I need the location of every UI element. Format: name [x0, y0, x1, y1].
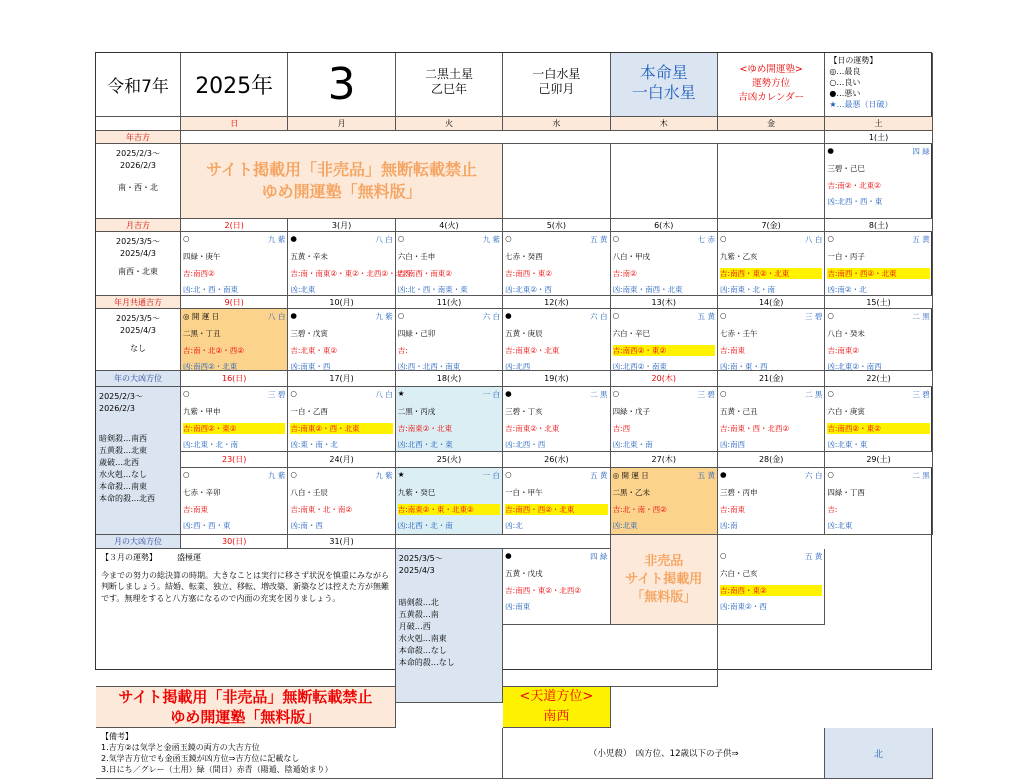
- day-number: 4(火): [396, 219, 503, 232]
- day-kyo: 凶:南・西: [290, 521, 323, 530]
- day-number: 5(水): [503, 219, 610, 232]
- day-mark: ○: [290, 389, 297, 398]
- day-number: 21(金): [718, 371, 825, 387]
- day-star: 三 碧: [268, 390, 286, 399]
- watermark-text: サイト掲載用: [625, 571, 703, 587]
- day-number: 25(火): [396, 452, 503, 468]
- daikyo-list: 暗剣殺…南西 五黄殺…北東 歳破…北西 水火剋…なし 本命殺…南東 本命的殺…北西: [99, 434, 155, 503]
- day-mark: ○: [719, 389, 727, 398]
- day-number: 19(水): [503, 371, 610, 387]
- day-kanshi: 八白・甲戌: [612, 252, 651, 261]
- day-mark: ○: [719, 234, 727, 243]
- day-cell[interactable]: [181, 387, 288, 452]
- day-mark: ◎ 開 運 日: [612, 471, 649, 480]
- day-kanshi: 六白・庚寅: [827, 407, 865, 416]
- day-star: 五 黄: [697, 471, 715, 480]
- day-cell[interactable]: [611, 468, 718, 535]
- day-kanshi: 二黒・丁丑: [183, 329, 221, 338]
- day-star: 四 緑: [912, 147, 930, 156]
- watermark-text: サイト掲載用「非売品」無断転載禁止: [118, 688, 373, 706]
- day-number: 11(火): [396, 296, 503, 309]
- day-kanshi: 五黄・戊戌: [505, 569, 543, 578]
- day-kichi: 吉:北東・東②: [290, 346, 338, 355]
- day-number: 30(日): [181, 535, 288, 549]
- day-number: 18(火): [396, 371, 503, 387]
- child-label: （小児殺） 凶方位、12歳以下の子供⇒: [503, 728, 825, 779]
- day-kichi: 吉:南西②・東②: [183, 423, 285, 434]
- day-cell[interactable]: [288, 232, 411, 296]
- day-mark: ◎ 開 運 日: [183, 312, 220, 321]
- day-mark: ○: [719, 311, 727, 320]
- day-kichi: 吉:南西・東②・北東: [720, 268, 822, 279]
- note-item: 1.吉方②は気学と金函玉鏡の両方の大吉方位: [101, 743, 260, 752]
- blank: [503, 625, 718, 687]
- day-kanshi: 三碧・丁亥: [505, 407, 543, 416]
- day-star: 七 赤: [697, 235, 715, 244]
- day-number: 7(金): [718, 219, 825, 232]
- weekday-fri: 金: [718, 117, 825, 131]
- day-star: 九 紫: [268, 235, 286, 244]
- day-kanshi: 五黄・辛未: [290, 252, 328, 261]
- day-star: 八 白: [375, 390, 393, 399]
- day-star: 二 黒: [912, 471, 930, 480]
- day-number: 14(金): [718, 296, 825, 309]
- day-cell[interactable]: [503, 309, 610, 371]
- kaiun-line2: 運勢方位: [752, 78, 791, 89]
- day-kyo: 凶:南東・北・南: [719, 285, 775, 294]
- day-kyo: 凶:南・東・西: [719, 362, 768, 371]
- day-kichi: 吉:南西②・東②: [613, 345, 715, 356]
- weekday-mon: 月: [288, 117, 395, 131]
- kaiun-line3: 吉凶カレンダー: [738, 92, 805, 103]
- day-cell[interactable]: [825, 144, 932, 219]
- day-mark: ○: [827, 470, 834, 479]
- nen-kichi-label: 年吉方: [96, 131, 181, 144]
- day-kanshi: 六白・己亥: [719, 569, 758, 578]
- day-kyo: 凶:北・西・南東: [183, 285, 239, 294]
- year-star: [396, 53, 503, 117]
- day-star: 五 黄: [697, 312, 715, 321]
- day-cell[interactable]: [181, 309, 288, 371]
- day-star: 二 黒: [804, 390, 823, 399]
- day-mark: ●: [505, 389, 512, 398]
- day-cell[interactable]: [396, 309, 503, 371]
- day-kyo: 凶:北西・北・南: [397, 521, 453, 530]
- day-number: 27(木): [611, 452, 718, 468]
- note-item: 2.気学吉方位でも金函玉鏡が凶方位⇒吉方位に記載なし: [101, 754, 300, 763]
- day-kichi: 吉:南東②・東・北東②: [398, 504, 500, 515]
- day-kyo: 凶:北西・西: [505, 440, 546, 449]
- day-star: 四 緑: [590, 552, 608, 561]
- weekday-thu: 木: [611, 117, 718, 131]
- legend: [825, 53, 932, 117]
- watermark-text: 「無料版」: [631, 589, 697, 605]
- day-kanshi: 八白・癸未: [827, 329, 865, 338]
- day-cell[interactable]: [825, 309, 932, 371]
- day-number: 24(月): [288, 452, 395, 468]
- day-number: 13(木): [611, 296, 718, 309]
- day-kanshi: 四緑・己卯: [397, 329, 436, 338]
- day-star: 六 白: [804, 471, 823, 480]
- day-cell[interactable]: [611, 309, 718, 371]
- day-kichi: 吉:南西・東②: [720, 585, 822, 596]
- day-kyo: 凶:北東・南: [612, 440, 653, 449]
- day-number: 1(土): [825, 131, 932, 144]
- day-kanshi: 一白・甲午: [505, 488, 543, 497]
- blank: [96, 117, 181, 131]
- day-cell[interactable]: [396, 232, 503, 296]
- day-kanshi: 一白・丙子: [827, 252, 865, 261]
- day-cell[interactable]: [503, 387, 610, 452]
- day-mark: ○: [827, 311, 834, 320]
- day-kanshi: 四緑・戊子: [612, 407, 651, 416]
- fortune-text: 今までの努力の総決算の時期。大きなことは実行に移さず状況を慎重にみながら判断しましょう。結婚、転業、独立、移転、増改築、新築などは控えた方が無難です。無理をすると八方塞になるので内面の充実を図りましょう。: [101, 570, 389, 603]
- day-cell[interactable]: [288, 309, 395, 371]
- day-star: 三 碧: [697, 390, 715, 399]
- day-number: 22(土): [825, 371, 932, 387]
- day-number: 12(水): [503, 296, 610, 309]
- legend-item: ●…悪い: [829, 89, 861, 98]
- day-cell[interactable]: [825, 232, 932, 296]
- calendar-grid: [95, 52, 932, 774]
- day-mark: ●: [290, 234, 297, 243]
- day-kichi: 吉:南東: [719, 505, 745, 514]
- day-mark: ○: [612, 311, 620, 320]
- day-kyo: 凶:西・北西・南東: [397, 362, 461, 371]
- day-mark: ○: [719, 551, 727, 560]
- day-cell[interactable]: [825, 387, 932, 452]
- year-star-name: 二黒土星: [424, 67, 473, 81]
- day-mark: ★: [397, 470, 405, 479]
- day-kichi: 吉:北・南・西②: [612, 505, 667, 514]
- day-kichi: 吉:南西②・東②: [827, 423, 929, 434]
- day-number: 2(日): [181, 219, 288, 232]
- direction: 南西・北東: [118, 267, 158, 276]
- blank: [181, 131, 825, 144]
- blank: [503, 144, 610, 219]
- day-kichi: 吉:南西②: [183, 269, 215, 278]
- day-kanshi: 七赤・辛卯: [183, 488, 221, 497]
- day-number: 23(日): [181, 452, 288, 468]
- day-kyo: 凶:南東②・西: [719, 602, 767, 611]
- day-kichi: 吉:南東②・北東: [397, 424, 453, 433]
- tendo-dir: 南西: [543, 709, 570, 724]
- day-kichi: 吉:南西・南東②: [397, 269, 453, 278]
- day-mark: ●: [827, 146, 834, 155]
- day-kichi: 吉:南・北②・西②: [183, 346, 244, 355]
- note-item: 3.日にち／グレー（土用）緑（間日）赤青（陽遁、陰遁始まり）: [101, 765, 333, 774]
- day-star: 二 黒: [590, 390, 608, 399]
- day-star: 五 黄: [590, 471, 608, 480]
- watermark-text: ゆめ開運塾「無料版」: [261, 182, 422, 201]
- day-star: 二 黒: [912, 312, 930, 321]
- day-kanshi: 四緑・丁酉: [827, 488, 865, 497]
- day-kichi: 吉:南②: [612, 269, 637, 278]
- day-star: 八 白: [268, 312, 286, 321]
- day-number: 29(土): [825, 452, 932, 468]
- tsuki-daikyo-side: [396, 549, 503, 703]
- day-mark: ●: [505, 311, 512, 320]
- day-kichi: 吉:南東・北・南②: [290, 505, 353, 514]
- fortune-box: [96, 549, 396, 687]
- day-cell[interactable]: [181, 468, 288, 535]
- nen-daikyo-label: 年の大凶方位: [96, 371, 181, 387]
- day-kyo: 凶:東・南・北: [290, 440, 338, 449]
- fortune-word: 盛極運: [177, 553, 201, 562]
- honmei-star: [611, 53, 718, 117]
- day-cell[interactable]: [718, 309, 825, 371]
- date-range: 2025/2/3〜 2026/2/3: [116, 149, 160, 170]
- day-kanshi: 九紫・甲申: [183, 407, 221, 416]
- watermark-text: ゆめ開運塾「無料版」: [170, 708, 321, 726]
- common-kichi-label: 年月共通吉方: [96, 296, 181, 309]
- date-range: 2025/3/5〜 2025/4/3: [116, 237, 160, 258]
- month-star: [503, 53, 610, 117]
- day-number: 26(水): [503, 452, 610, 468]
- day-kichi: 吉:南西・東②: [505, 269, 552, 278]
- direction: なし: [130, 344, 146, 353]
- era-label: 令和7年: [96, 53, 181, 117]
- watermark-small: [611, 535, 718, 625]
- day-mark: ○: [183, 470, 190, 479]
- day-cell[interactable]: [611, 387, 718, 452]
- direction: 南・西・北: [118, 183, 158, 192]
- year-label: 2025年: [181, 53, 288, 117]
- day-star: 六 白: [590, 312, 608, 321]
- day-kyo: 凶:北東②・南西: [827, 362, 882, 371]
- day-kyo: 凶:北西・西・東: [827, 197, 883, 206]
- day-mark: ○: [827, 234, 834, 243]
- day-kyo: 凶:北・西・南東・東: [397, 285, 468, 294]
- day-mark: ●: [505, 551, 512, 560]
- day-star: 六 白: [482, 312, 501, 321]
- day-kanshi: 七赤・癸酉: [505, 252, 543, 261]
- day-kyo: 凶:北西: [505, 362, 531, 371]
- day-cell[interactable]: [825, 468, 932, 535]
- weekday-sat: 土: [825, 117, 932, 131]
- day-kanshi: 九紫・癸巳: [397, 488, 436, 497]
- day-number: 17(月): [288, 371, 395, 387]
- day-cell[interactable]: [396, 387, 503, 452]
- day-cell[interactable]: [718, 232, 825, 296]
- honmei-name: 一白水星: [631, 83, 696, 102]
- day-star: 五 黄: [804, 552, 823, 561]
- date-range: 2025/2/3〜 2026/2/3: [99, 392, 143, 413]
- day-kyo: 凶:北東: [827, 521, 853, 530]
- day-star: 五 黄: [590, 235, 608, 244]
- month-number: 3: [288, 53, 395, 117]
- nen-daikyo-side: [96, 387, 181, 535]
- month-kanshi: 己卯月: [538, 82, 575, 96]
- notes-box: [96, 728, 503, 779]
- blank: [396, 535, 611, 549]
- day-kyo: 凶:北東: [612, 521, 638, 530]
- date-range: 2025/3/5〜 2025/4/3: [116, 314, 160, 335]
- day-cell[interactable]: [503, 468, 610, 535]
- day-kanshi: 一白・乙酉: [290, 407, 328, 416]
- tendo-block: [503, 687, 610, 728]
- day-kanshi: 二黒・丙戌: [397, 407, 436, 416]
- tendo-label: <天道方位>: [519, 689, 594, 704]
- day-kyo: 凶:南東: [505, 602, 531, 611]
- day-kichi: 吉:南西・東②・北西②: [505, 586, 582, 595]
- day-star: 三 碧: [804, 312, 823, 321]
- getsu-kichi-side: [96, 232, 181, 296]
- day-kanshi: 五黄・庚辰: [505, 329, 543, 338]
- notes-title: 【備考】: [101, 732, 133, 741]
- day-kanshi: 八白・壬辰: [290, 488, 328, 497]
- legend-item: ★…最悪（日破）: [829, 100, 893, 109]
- day-kyo: 凶:南: [719, 521, 738, 530]
- day-kanshi: 九紫・乙亥: [719, 252, 758, 261]
- day-star: 九 紫: [268, 471, 286, 480]
- day-kanshi: 二黒・乙未: [612, 488, 651, 497]
- date-range: 2025/3/5〜 2025/4/3: [398, 554, 443, 575]
- weekday-tue: 火: [396, 117, 503, 131]
- day-kichi: 吉:南東②・北東: [505, 346, 560, 355]
- day-number: 9(日): [181, 296, 288, 309]
- getsu-kichi-label: 月吉方: [96, 219, 181, 232]
- day-kanshi: 三碧・己巳: [827, 164, 865, 173]
- day-mark: ○: [612, 234, 620, 243]
- day-kyo: 凶:南東・南西・北東: [612, 285, 683, 294]
- kaiun-title: [718, 53, 825, 117]
- day-kichi: 吉:: [397, 346, 408, 355]
- day-cell[interactable]: [611, 232, 718, 296]
- legend-title: 【日の運勢】: [829, 56, 878, 65]
- day-star: 三 碧: [912, 390, 930, 399]
- honmei-label: 本命星: [639, 63, 688, 82]
- day-star: 一 白: [482, 390, 501, 399]
- day-star: 五 黄: [912, 235, 930, 244]
- nen-kichi-side: [96, 144, 181, 219]
- day-star: 九 紫: [375, 312, 393, 321]
- day-kichi: 吉:南東: [183, 505, 209, 514]
- kaiun-line1: <ゆめ開運塾>: [739, 64, 803, 75]
- day-cell[interactable]: [503, 232, 610, 296]
- day-kanshi: 三碧・戊寅: [290, 329, 328, 338]
- day-mark: ○: [505, 234, 512, 243]
- tsuki-daikyo-label: 月の大凶方位: [96, 535, 181, 549]
- day-star: 一 白: [482, 471, 501, 480]
- day-star: 八 白: [804, 235, 823, 244]
- day-number: 16(日): [181, 371, 288, 387]
- day-star: 八 白: [375, 235, 393, 244]
- day-kanshi: 六白・辛巳: [612, 329, 651, 338]
- day-kyo: 凶:南②・北: [827, 285, 867, 294]
- day-number: 3(月): [288, 219, 395, 232]
- day-mark: ○: [183, 389, 190, 398]
- day-cell[interactable]: [718, 468, 825, 535]
- day-mark: ○: [290, 470, 297, 479]
- common-side: [96, 309, 181, 371]
- watermark-text: 非売品: [644, 553, 684, 569]
- day-mark: ★: [397, 389, 405, 398]
- day-kyo: 凶:南西: [719, 440, 745, 449]
- day-mark: ○: [183, 234, 190, 243]
- day-number: 28(金): [718, 452, 825, 468]
- day-number: 10(月): [288, 296, 395, 309]
- day-kyo: 凶:北東: [290, 285, 316, 294]
- day-cell[interactable]: [288, 387, 395, 452]
- day-kichi: 吉:南東②・北東: [505, 424, 560, 433]
- day-star: 九 紫: [375, 471, 393, 480]
- day-kichi: 吉:: [827, 505, 838, 514]
- blank: [611, 144, 718, 219]
- day-kichi: 吉:南東: [719, 346, 745, 355]
- day-cell[interactable]: [181, 232, 288, 296]
- weekday-wed: 水: [503, 117, 610, 131]
- day-star: 九 紫: [482, 235, 501, 244]
- day-mark: ○: [397, 311, 405, 320]
- day-kanshi: 四緑・庚午: [183, 252, 221, 261]
- day-kichi: 吉:南西・西②・北東: [827, 268, 929, 279]
- day-cell[interactable]: [503, 549, 610, 625]
- day-kichi: 吉:南東②: [827, 346, 860, 355]
- day-mark: ○: [827, 389, 834, 398]
- day-kyo: 凶:南西②・北東: [183, 362, 238, 371]
- day-kichi: 吉:西: [612, 424, 631, 433]
- day-cell[interactable]: [718, 549, 825, 625]
- weekday-sun: 日: [181, 117, 288, 131]
- day-kyo: 凶:北西②・南東: [612, 362, 667, 371]
- day-kyo: 凶:北: [505, 521, 523, 530]
- month-star-name: 一白水星: [532, 67, 581, 81]
- watermark-block-bottom: [96, 687, 396, 728]
- blank: [718, 144, 825, 219]
- day-kichi: 吉:南②・北東②: [827, 181, 881, 190]
- daikyo-list: 暗剣殺…北 五黄殺…南 月破…西 水火剋…南東 本命殺…なし 本命的殺…なし: [398, 598, 455, 667]
- watermark-block: [181, 144, 503, 219]
- day-number: 8(土): [825, 219, 932, 232]
- day-kyo: 凶:南東・西: [290, 362, 331, 371]
- day-kichi: 吉:南東②・西・北東: [290, 423, 392, 434]
- day-number: 20(木): [611, 371, 718, 387]
- day-kyo: 凶:西・西・東: [183, 521, 231, 530]
- day-mark: ●: [719, 470, 727, 479]
- day-kyo: 凶:北東・東: [827, 440, 868, 449]
- day-mark: ○: [505, 470, 512, 479]
- year-kanshi: 乙巳年: [430, 82, 467, 96]
- day-kichi: 吉:南西・西②・北東: [505, 504, 607, 515]
- day-mark: ○: [612, 389, 620, 398]
- day-mark: ●: [290, 311, 297, 320]
- day-cell[interactable]: [288, 468, 395, 535]
- day-cell[interactable]: [718, 387, 825, 452]
- fortune-title: 【３月の運勢】: [101, 553, 153, 562]
- child-dir: 北: [825, 728, 932, 779]
- day-kanshi: 三碧・丙申: [719, 488, 758, 497]
- day-kyo: 凶:北東②・西: [505, 285, 552, 294]
- day-kanshi: 七赤・壬午: [719, 329, 758, 338]
- day-number: 31(月): [288, 535, 395, 549]
- day-kichi: 吉:南・南東②・東②・北西②・北西: [290, 269, 411, 278]
- day-mark: ○: [397, 234, 405, 243]
- day-cell[interactable]: [396, 468, 503, 535]
- day-number: 6(木): [611, 219, 718, 232]
- day-kyo: 凶:北西・北・東: [397, 440, 453, 449]
- day-number: 15(土): [825, 296, 932, 309]
- day-kanshi: 六白・壬申: [397, 252, 436, 261]
- day-kanshi: 五黄・己丑: [719, 407, 758, 416]
- watermark-text: サイト掲載用「非売品」無断転載禁止: [206, 160, 478, 179]
- legend-item: ○…良い: [829, 78, 861, 87]
- day-kichi: 吉:南東・西・北西②: [719, 424, 790, 433]
- legend-item: ◎…最良: [829, 67, 861, 76]
- day-kyo: 凶:北東・北・南: [183, 440, 239, 449]
